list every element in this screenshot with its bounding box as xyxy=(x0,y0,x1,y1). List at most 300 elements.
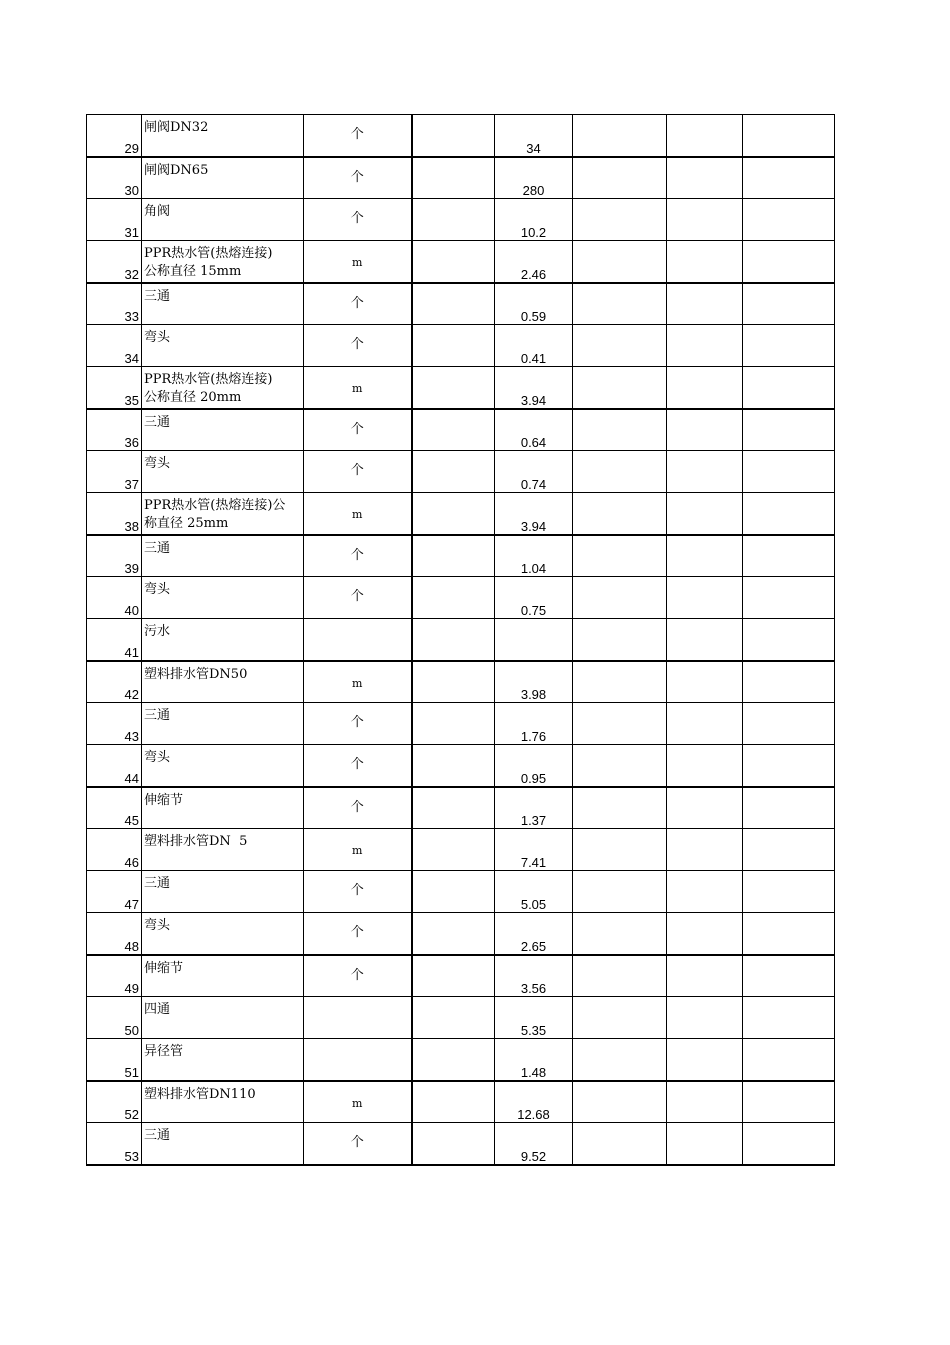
item-name-cell xyxy=(142,409,304,451)
row-number: 47 xyxy=(124,897,139,912)
item-unit: 个 xyxy=(350,127,364,142)
empty-cell xyxy=(667,535,743,577)
empty-cell xyxy=(743,1081,835,1123)
quantity-cell xyxy=(495,157,573,199)
empty-cell xyxy=(667,409,743,451)
item-name: 三通 xyxy=(144,708,171,723)
empty-cell xyxy=(667,997,743,1039)
item-quantity: 1.76 xyxy=(520,729,547,744)
item-unit: 个 xyxy=(350,295,364,311)
empty-cell xyxy=(412,115,495,157)
row-number-cell xyxy=(87,115,142,157)
unit-cell xyxy=(304,829,412,871)
item-quantity: 5.05 xyxy=(520,897,547,912)
item-unit: m xyxy=(352,508,363,521)
row-number: 38 xyxy=(124,518,139,534)
row-number: 33 xyxy=(124,309,139,324)
empty-cell xyxy=(573,703,667,745)
item-unit: 个 xyxy=(350,463,364,478)
empty-cell xyxy=(412,157,495,199)
table-row xyxy=(87,619,835,661)
empty-cell xyxy=(412,241,495,283)
table-row xyxy=(87,1081,835,1123)
empty-cell xyxy=(573,157,667,199)
empty-cell xyxy=(743,283,835,325)
item-name: 伸缩节 xyxy=(144,960,184,976)
unit-cell xyxy=(304,409,412,451)
table-row xyxy=(87,493,835,535)
item-quantity: 280 xyxy=(522,183,545,198)
item-quantity: 0.75 xyxy=(520,603,547,618)
row-number-cell xyxy=(87,577,142,619)
row-number-cell xyxy=(87,1123,142,1165)
item-quantity: 0.64 xyxy=(520,435,547,450)
empty-cell xyxy=(743,535,835,577)
empty-cell xyxy=(573,241,667,283)
empty-cell xyxy=(743,913,835,955)
item-unit: m xyxy=(352,676,363,690)
empty-cell xyxy=(667,283,743,325)
empty-cell xyxy=(667,157,743,199)
empty-cell xyxy=(573,367,667,409)
row-number: 37 xyxy=(124,477,139,492)
row-number-cell xyxy=(87,325,142,367)
item-quantity: 10.2 xyxy=(520,225,547,240)
table-row xyxy=(87,955,835,997)
item-name-cell xyxy=(142,913,304,955)
empty-cell xyxy=(412,1123,495,1165)
quantity-cell xyxy=(495,1123,573,1165)
quantity-cell xyxy=(495,493,573,535)
unit-cell xyxy=(304,745,412,787)
item-name: 塑料排水管DN110 xyxy=(144,1086,256,1102)
row-number: 29 xyxy=(124,140,139,156)
unit-cell xyxy=(304,493,412,535)
row-number: 51 xyxy=(124,1064,139,1080)
item-quantity: 7.41 xyxy=(520,855,547,870)
item-name-cell xyxy=(142,745,304,787)
empty-cell xyxy=(573,1039,667,1081)
item-unit: 个 xyxy=(350,883,364,898)
item-name: 弯头 xyxy=(144,582,171,597)
table-row xyxy=(87,997,835,1039)
item-name-cell xyxy=(142,199,304,241)
row-number: 30 xyxy=(124,183,139,198)
row-number-cell xyxy=(87,787,142,829)
empty-cell xyxy=(573,493,667,535)
row-number-cell xyxy=(87,913,142,955)
empty-cell xyxy=(573,661,667,703)
quantity-cell xyxy=(495,535,573,577)
row-number: 50 xyxy=(124,1023,139,1038)
unit-cell xyxy=(304,871,412,913)
empty-cell xyxy=(667,913,743,955)
table-body xyxy=(87,115,835,1165)
empty-cell xyxy=(573,619,667,661)
item-unit: 个 xyxy=(350,547,364,563)
table-row xyxy=(87,409,835,451)
item-name-cell xyxy=(142,787,304,829)
row-number-cell xyxy=(87,157,142,199)
quantity-cell xyxy=(495,829,573,871)
item-name: PPR热水管(热熔连接) 公称直径 15mm xyxy=(144,246,273,279)
item-name: 弯头 xyxy=(144,918,171,933)
empty-cell xyxy=(573,199,667,241)
table-row xyxy=(87,1039,835,1081)
empty-cell xyxy=(743,199,835,241)
item-name: 四通 xyxy=(144,1002,171,1017)
row-number-cell xyxy=(87,661,142,703)
empty-cell xyxy=(743,409,835,451)
item-name: 三通 xyxy=(144,288,171,304)
item-name: 三通 xyxy=(144,540,171,556)
empty-cell xyxy=(667,619,743,661)
item-name: PPR热水管(热熔连接) 公称直径 20mm xyxy=(144,372,273,405)
unit-cell xyxy=(304,1081,412,1123)
item-name: 闸阀DN32 xyxy=(144,120,209,135)
empty-cell xyxy=(667,199,743,241)
empty-cell xyxy=(667,325,743,367)
unit-cell xyxy=(304,367,412,409)
quantity-cell xyxy=(495,325,573,367)
empty-cell xyxy=(743,451,835,493)
item-quantity: 3.94 xyxy=(520,392,547,408)
empty-cell xyxy=(573,871,667,913)
table-row xyxy=(87,913,835,955)
row-number: 45 xyxy=(124,813,139,828)
item-name-cell xyxy=(142,829,304,871)
empty-cell xyxy=(667,1123,743,1165)
empty-cell xyxy=(743,367,835,409)
row-number: 36 xyxy=(124,435,139,450)
empty-cell xyxy=(743,745,835,787)
row-number: 46 xyxy=(124,855,139,870)
unit-cell xyxy=(304,619,412,661)
row-number-cell xyxy=(87,745,142,787)
row-number-cell xyxy=(87,1081,142,1123)
item-unit xyxy=(304,997,411,1008)
empty-cell xyxy=(743,997,835,1039)
quantity-cell xyxy=(495,619,573,661)
item-name: 角阀 xyxy=(144,204,171,219)
item-name: 三通 xyxy=(144,414,171,430)
table-row xyxy=(87,661,835,703)
item-quantity: 5.35 xyxy=(520,1023,547,1038)
table-row xyxy=(87,241,835,283)
item-quantity: 0.74 xyxy=(520,477,547,492)
quantity-cell xyxy=(495,283,573,325)
empty-cell xyxy=(743,661,835,703)
empty-cell xyxy=(743,955,835,997)
item-name: 异径管 xyxy=(144,1044,184,1059)
item-unit: m xyxy=(352,382,363,395)
row-number: 53 xyxy=(124,1148,139,1164)
empty-cell xyxy=(412,703,495,745)
table-row xyxy=(87,157,835,199)
empty-cell xyxy=(412,661,495,703)
empty-cell xyxy=(412,745,495,787)
row-number: 49 xyxy=(124,981,139,996)
empty-cell xyxy=(743,703,835,745)
table-row xyxy=(87,745,835,787)
item-unit: m xyxy=(352,1096,363,1110)
empty-cell xyxy=(412,955,495,997)
empty-cell xyxy=(667,241,743,283)
empty-cell xyxy=(743,787,835,829)
empty-cell xyxy=(667,493,743,535)
unit-cell xyxy=(304,1123,412,1165)
empty-cell xyxy=(667,955,743,997)
item-unit: 个 xyxy=(350,421,364,437)
empty-cell xyxy=(573,997,667,1039)
empty-cell xyxy=(412,283,495,325)
quantity-cell xyxy=(495,745,573,787)
item-quantity: 9.52 xyxy=(520,1148,547,1164)
empty-cell xyxy=(573,745,667,787)
unit-cell xyxy=(304,451,412,493)
row-number-cell xyxy=(87,955,142,997)
empty-cell xyxy=(743,1039,835,1081)
row-number-cell xyxy=(87,997,142,1039)
item-unit: m xyxy=(352,256,363,269)
row-number-cell xyxy=(87,703,142,745)
empty-cell xyxy=(667,451,743,493)
quantity-cell xyxy=(495,871,573,913)
table-row xyxy=(87,535,835,577)
unit-cell xyxy=(304,115,412,157)
quantity-cell xyxy=(495,787,573,829)
row-number-cell xyxy=(87,241,142,283)
table-row xyxy=(87,325,835,367)
unit-cell xyxy=(304,283,412,325)
quantity-cell xyxy=(495,913,573,955)
empty-cell xyxy=(573,115,667,157)
item-name: 污水 xyxy=(144,624,171,639)
empty-cell xyxy=(412,997,495,1039)
row-number: 32 xyxy=(124,266,139,282)
empty-cell xyxy=(412,451,495,493)
item-name-cell xyxy=(142,115,304,157)
unit-cell xyxy=(304,1039,412,1081)
empty-cell xyxy=(667,871,743,913)
unit-cell xyxy=(304,787,412,829)
empty-cell xyxy=(743,829,835,871)
empty-cell xyxy=(667,829,743,871)
quantity-cell xyxy=(495,115,573,157)
empty-cell xyxy=(412,199,495,241)
item-name: 塑料排水管DN 5 xyxy=(144,834,248,849)
empty-cell xyxy=(573,451,667,493)
empty-cell xyxy=(573,283,667,325)
empty-cell xyxy=(667,661,743,703)
empty-cell xyxy=(573,829,667,871)
item-unit: 个 xyxy=(350,211,364,226)
quantity-cell xyxy=(495,451,573,493)
empty-cell xyxy=(573,1081,667,1123)
unit-cell xyxy=(304,241,412,283)
row-number-cell xyxy=(87,619,142,661)
empty-cell xyxy=(412,535,495,577)
row-number-cell xyxy=(87,199,142,241)
item-name: 伸缩节 xyxy=(144,792,184,808)
unit-cell xyxy=(304,661,412,703)
item-unit xyxy=(304,1039,411,1050)
table-row xyxy=(87,829,835,871)
empty-cell xyxy=(573,535,667,577)
item-name: 弯头 xyxy=(144,456,171,471)
row-number-cell xyxy=(87,1039,142,1081)
table-row xyxy=(87,451,835,493)
empty-cell xyxy=(743,157,835,199)
empty-cell xyxy=(667,367,743,409)
quantity-cell xyxy=(495,703,573,745)
empty-cell xyxy=(412,619,495,661)
row-number: 42 xyxy=(124,687,139,702)
empty-cell xyxy=(667,1081,743,1123)
unit-cell xyxy=(304,325,412,367)
row-number: 48 xyxy=(124,938,139,954)
item-unit: 个 xyxy=(350,337,364,352)
unit-cell xyxy=(304,199,412,241)
item-quantity: 34 xyxy=(526,140,541,156)
item-quantity: 1.37 xyxy=(520,813,547,828)
empty-cell xyxy=(667,703,743,745)
empty-cell xyxy=(412,367,495,409)
item-quantity: 0.41 xyxy=(520,351,547,366)
item-name: 三通 xyxy=(144,876,171,891)
empty-cell xyxy=(573,1123,667,1165)
item-name: 塑料排水管DN50 xyxy=(144,666,248,682)
item-unit: 个 xyxy=(350,757,364,772)
item-quantity: 3.56 xyxy=(520,981,547,996)
row-number: 34 xyxy=(124,351,139,366)
empty-cell xyxy=(412,409,495,451)
empty-cell xyxy=(743,115,835,157)
empty-cell xyxy=(743,619,835,661)
quantity-cell xyxy=(495,199,573,241)
row-number-cell xyxy=(87,535,142,577)
item-name-cell xyxy=(142,661,304,703)
empty-cell xyxy=(573,955,667,997)
item-name-cell xyxy=(142,619,304,661)
empty-cell xyxy=(573,787,667,829)
quantity-cell xyxy=(495,661,573,703)
item-quantity: 1.48 xyxy=(520,1064,547,1080)
item-name: 弯头 xyxy=(144,750,171,765)
table-row xyxy=(87,367,835,409)
unit-cell xyxy=(304,703,412,745)
empty-cell xyxy=(573,913,667,955)
row-number: 35 xyxy=(124,392,139,408)
empty-cell xyxy=(667,745,743,787)
unit-cell xyxy=(304,535,412,577)
item-name-cell xyxy=(142,997,304,1039)
unit-cell xyxy=(304,157,412,199)
item-quantity: 3.98 xyxy=(520,687,547,702)
item-unit: 个 xyxy=(350,1135,364,1150)
item-quantity: 0.59 xyxy=(520,309,547,324)
table-row xyxy=(87,871,835,913)
item-quantity: 2.46 xyxy=(520,266,547,282)
item-unit: 个 xyxy=(350,589,364,604)
table-row xyxy=(87,577,835,619)
empty-cell xyxy=(743,577,835,619)
empty-cell xyxy=(412,577,495,619)
item-name-cell xyxy=(142,241,304,283)
item-unit: 个 xyxy=(350,925,364,940)
item-quantity: 0.95 xyxy=(520,770,547,786)
row-number-cell xyxy=(87,283,142,325)
item-name: 三通 xyxy=(144,1128,171,1143)
empty-cell xyxy=(412,493,495,535)
item-name-cell xyxy=(142,703,304,745)
empty-cell xyxy=(667,787,743,829)
quantity-cell xyxy=(495,1081,573,1123)
quantity-cell xyxy=(495,955,573,997)
item-name-cell xyxy=(142,1081,304,1123)
item-unit: m xyxy=(352,844,363,857)
empty-cell xyxy=(743,241,835,283)
unit-cell xyxy=(304,913,412,955)
empty-cell xyxy=(573,409,667,451)
row-number: 31 xyxy=(124,225,139,240)
row-number-cell xyxy=(87,871,142,913)
item-name-cell xyxy=(142,451,304,493)
empty-cell xyxy=(412,325,495,367)
item-name: 闸阀DN65 xyxy=(144,162,209,178)
row-number-cell xyxy=(87,367,142,409)
item-name-cell xyxy=(142,871,304,913)
quantity-cell xyxy=(495,577,573,619)
item-name-cell xyxy=(142,1123,304,1165)
empty-cell xyxy=(743,1123,835,1165)
empty-cell xyxy=(412,913,495,955)
empty-cell xyxy=(412,787,495,829)
unit-cell xyxy=(304,577,412,619)
row-number-cell xyxy=(87,493,142,535)
item-unit: 个 xyxy=(350,169,364,185)
item-unit xyxy=(304,619,411,630)
quantity-cell xyxy=(495,997,573,1039)
item-name-cell xyxy=(142,157,304,199)
row-number: 39 xyxy=(124,561,139,576)
item-name-cell xyxy=(142,325,304,367)
empty-cell xyxy=(573,577,667,619)
table-row xyxy=(87,703,835,745)
quantity-cell xyxy=(495,1039,573,1081)
row-number: 43 xyxy=(124,729,139,744)
item-name-cell xyxy=(142,535,304,577)
row-number: 40 xyxy=(124,603,139,618)
empty-cell xyxy=(743,871,835,913)
row-number-cell xyxy=(87,829,142,871)
item-name: 弯头 xyxy=(144,330,171,345)
quantity-cell xyxy=(495,241,573,283)
item-quantity: 3.94 xyxy=(520,518,547,534)
table-row xyxy=(87,787,835,829)
empty-cell xyxy=(573,325,667,367)
item-name-cell xyxy=(142,283,304,325)
row-number: 44 xyxy=(124,770,139,786)
quantity-cell xyxy=(495,409,573,451)
table-row xyxy=(87,115,835,157)
item-name-cell xyxy=(142,955,304,997)
item-quantity: 12.68 xyxy=(517,1107,550,1122)
row-number-cell xyxy=(87,409,142,451)
quantity-cell xyxy=(495,367,573,409)
item-unit: 个 xyxy=(350,799,364,815)
empty-cell xyxy=(412,871,495,913)
